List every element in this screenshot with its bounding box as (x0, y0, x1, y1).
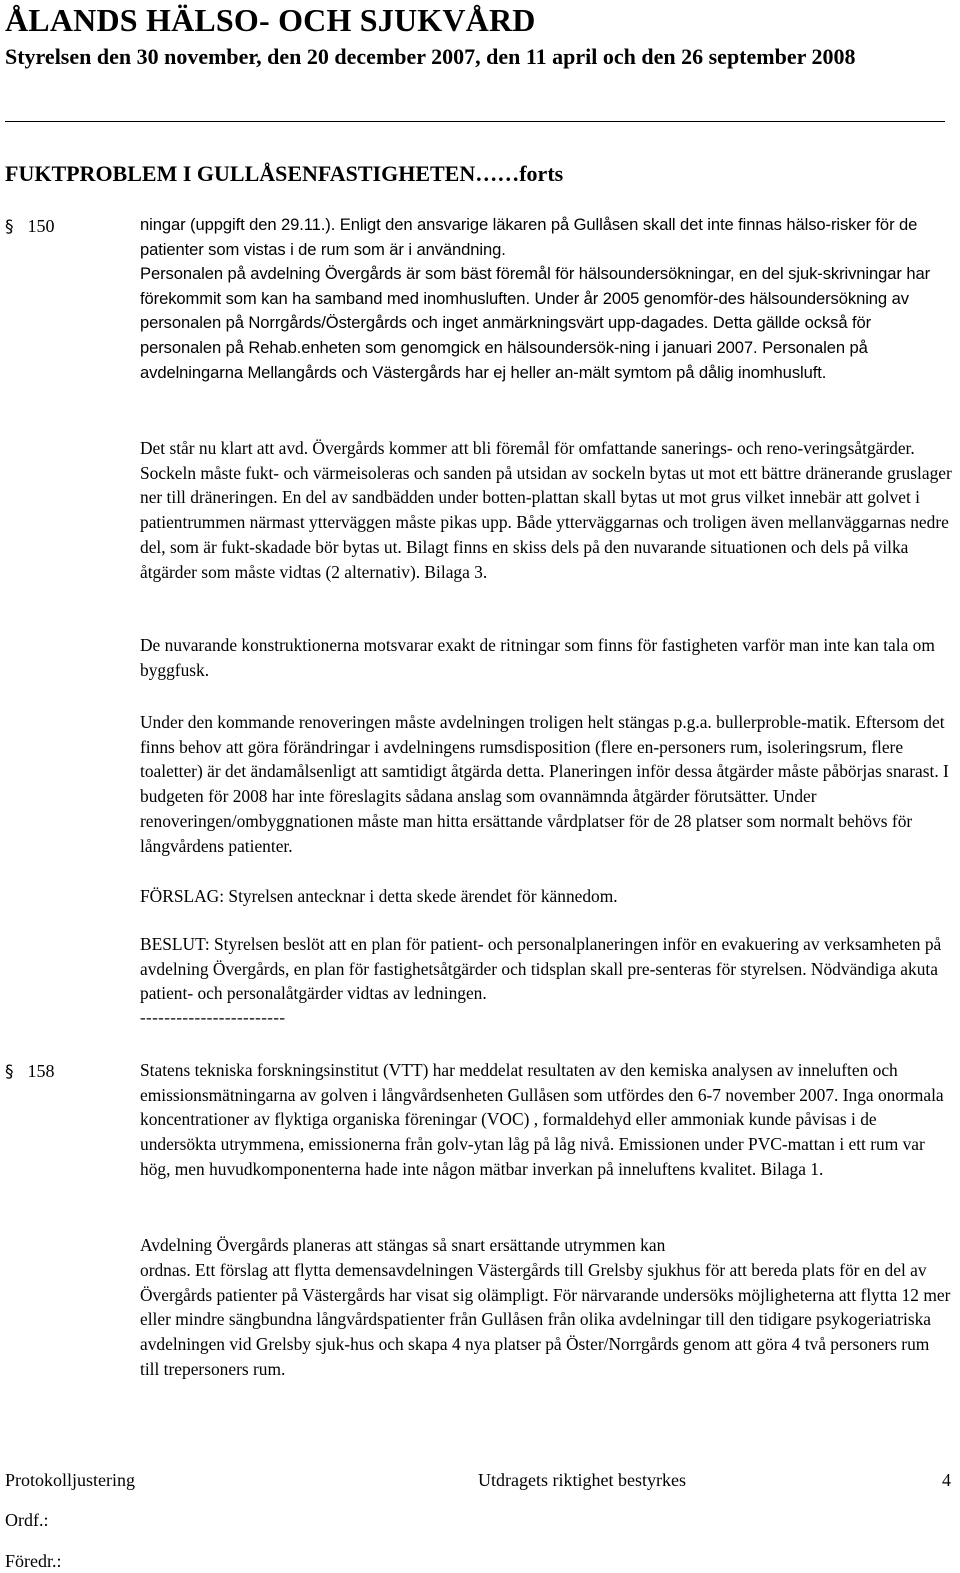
section-158-paragraph-2: Avdelning Övergårds planeras att stängas så snart ersättande utrymmen kan (140, 1235, 666, 1255)
footer-certification: Utdragets riktighet bestyrkes (478, 1470, 686, 1490)
section-150-paragraph-1: ningar (uppgift den 29.11.). Enligt den ansvarige läkaren på Gullåsen skall det inte finnas hälso-risker för de patienter som vistas i de rum som är i användning. (140, 215, 918, 259)
header-rule (5, 121, 945, 122)
chair-signature-label: Ordf.: (5, 1510, 49, 1530)
page-number: 4 (942, 1470, 951, 1490)
decision-paragraph: BESLUT: Styrelsen beslöt att en plan för patient- och personalplaneringen inför en evakuering av verksamheten på avdelning Övergårds, en plan för fastighetsåtgärder och tidsplan skall pre-senteras för styrelsen. Nödvändiga akuta patient- och personalåtgärder vidtas av ledningen. (140, 934, 942, 1004)
document-org-title: ÅLANDS HÄLSO- OCH SJUKVÅRD (5, 2, 536, 38)
presenter-signature-label: Föredr.: (5, 1551, 62, 1571)
footer-protocol-check: Protokolljustering (5, 1470, 135, 1490)
section-150-paragraph-3: Det står nu klart att avd. Övergårds kommer att bli föremål för omfattande sanerings- och reno-veringsåtgärder. Sockeln måste fukt- och värmeisoleras och sanden på utsidan av sockeln bytas ut mot ett bättre dränerande gruslager ner till dräneringen. En del av sandbädden under botten-plattan skall bytas ut mot grus vilket innebär att golvet i patientrummen närmast ytterväggen måste pikas upp. Både ytterväggarnas och troligen även mellanväggarnas nedre del, som är fukt-skadade bör bytas ut. Bilagt finns en skiss dels på den nuvarande situationen och dels på vilka åtgärder som måste vidtas (2 alternativ). Bilaga 3. (140, 438, 952, 582)
section-symbol: § (5, 1062, 14, 1082)
section-150-paragraph-2: Personalen på avdelning Övergårds är som bäst föremål för hälsoundersökningar, en del sjuk-skrivningar har förekommit som kan ha samband med inomhusluften. Under år 2005 genomför-des hälsoundersökning av personalen på Norrgårds/Östergårds och inget anmärkningsvärt upp-dagades. Detta gällde också för personalen på Rehab.enheten som genomgick en hälsoundersök-ning i januari 2007. Personalen på avdelningarna Mellangårds och Västergårds har ej heller an-mält symtom på dålig inomhusluft. (140, 264, 931, 382)
section-symbol: § (5, 217, 14, 237)
section-150-paragraph-5: Under den kommande renoveringen måste avdelningen troligen helt stängas p.g.a. bullerproble-matik. Eftersom det finns behov att göra förändringar i avdelningens rumsdisposition (flere en-personers rum, isoleringsrum, flere toaletter) är det ändamålsenligt att samtidigt åtgärda detta. Planeringen inför dessa åtgärder måste påbörjas snarast. I budgeten för 2008 har inte föreslagits sådana anslag som ovannämnda åtgärder förutsätter. Under renoveringen/ombyggnationen måste man hitta ersättande vårdplatser för de 28 platser som normalt behövs för långvårdens patienter. (140, 712, 949, 856)
section-158-paragraph-3: ordnas. Ett förslag att flytta demensavdelningen Västergårds till Grelsby sjukhus för att bereda plats för en del av Övergårds patienter på Västergårds har visat sig olämpligt. För närvarande undersöks möjligheterna att flytta 12 mer eller mindre sängbundna långvårdspatienter från Gullåsen från olika avdelningar till den tidigare psykogeriatriska avdelningen vid Grelsby sjuk-hus och skapa 4 nya platser på Öster/Norrgårds genom att göra 4 två personers rum till trepersoners rum. (140, 1260, 951, 1379)
section-number: 158 (27, 1061, 55, 1081)
topic-heading: FUKTPROBLEM I GULLÅSENFASTIGHETEN……forts (5, 161, 564, 186)
proposal-paragraph: FÖRSLAG: Styrelsen antecknar i detta skede ärendet för kännedom. (140, 886, 618, 906)
section-separator: ------------------------ (140, 1008, 286, 1027)
meeting-dates-heading: Styrelsen den 30 november, den 20 december 2007, den 11 april och den 26 september 2008 (5, 44, 856, 69)
section-number-158 (5, 1061, 55, 1082)
section-158-paragraph-1: Statens tekniska forskningsinstitut (VTT) har meddelat resultaten av den kemiska analysen av inneluften och emissionsmätningarna av golven i långvårdsenheten Gullåsen som utfördes den 6-7 november 2007. Inga onormala koncentrationer av flyktiga organiska föreningar (VOC) , formaldehyd eller ammoniak kunde påvisas i de undersökta utrymmena, emissionerna från golv-ytan låg på låg nivå. Emissionen under PVC-mattan i ett rum var hög, men huvudkomponenterna hade inte någon mätbar inverkan på inneluftens kvalitet. Bilaga 1. (140, 1060, 944, 1179)
section-number: 150 (27, 216, 55, 236)
section-number-150 (5, 216, 55, 237)
section-150-paragraph-4: De nuvarande konstruktionerna motsvarar exakt de ritningar som finns för fastigheten varför man inte kan tala om byggfusk. (140, 635, 935, 680)
